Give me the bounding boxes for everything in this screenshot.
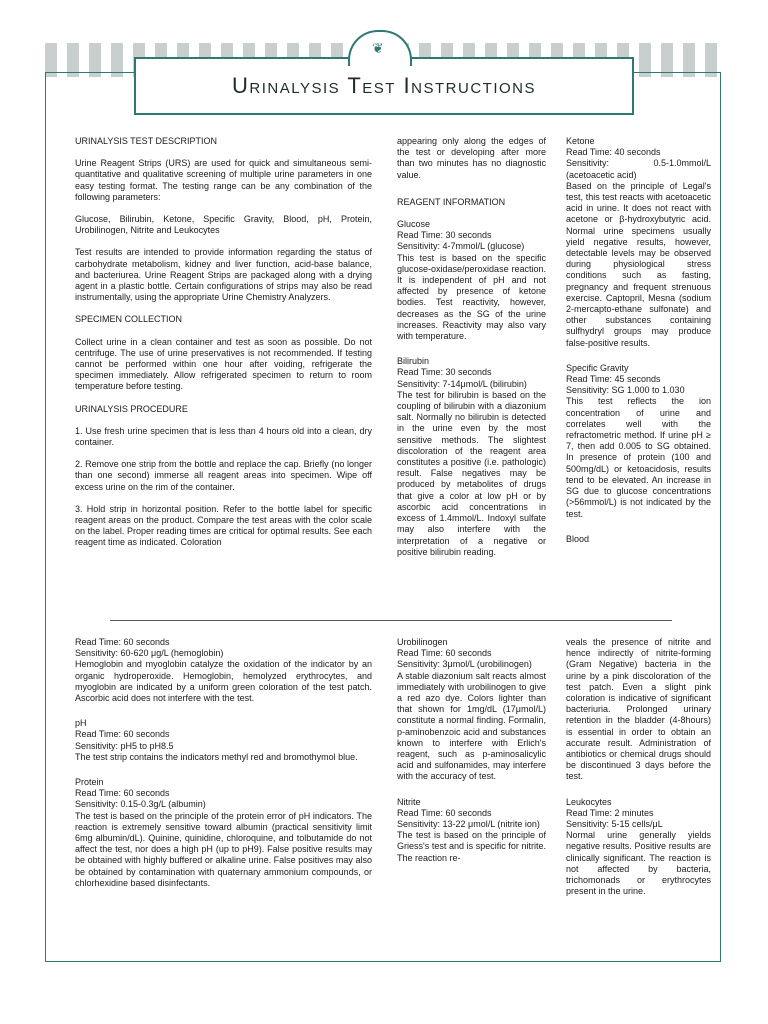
sensitivity: Sensitivity: 0.5-1.0mmol/L (acetoacetic acid) [566,158,711,180]
read-time: Read Time: 60 seconds [75,729,170,740]
paragraph: Normal urine generally yields negative results. Positive results are clinically significant. The reaction is not affected by bacteria, trichomonads or erythrocytes present in the urine. [566,830,711,897]
top-column-3 [566,136,711,545]
paragraph: Hemoglobin and myoglobin catalyze the oxidation of the indicator by an organic hydroperoxide. Hemoglobin, hemolyzed erythrocytes, and myoglobin are indicated by a uniform green coloration of the test patch. Ascorbic acid does not interfere with the test. [75,659,372,704]
reagent-name: Glucose [397,219,431,230]
paragraph: The test is based on the principle of the protein error of pH indicators. The reaction is extremely sensitive toward albumin (practical sensitivity limit 6mg albumin/dL). Quinine, quinidine, chloroquine, and tolbutamide do not affect the test, nor does a high pH (up to pH9). False positive results may be obtained with highly buffered or alkaline urine. False positives may also be obtained by contamination with quaternary ammonium compounds, or chlorhexidine based disinfectants. [75,810,372,888]
paragraph: Based on the principle of Legal's test, this test reacts with acetoacetic acid in urine. It does not react with acetone or β-hydroxybutyric acid. Normal urine specimens usually yield negative results, however, detectable levels may be observed during physiological stress conditions such as fasting, pregnancy and frequent strenuous exercise. Captopril, Mesna (sodium 2-mercapto-ethane sulfonate) and other substances containing sulfhydryl groups may produce false-positive results. [566,180,711,348]
sensitivity: Sensitivity: 5-15 cells/μL [566,819,663,830]
sensitivity: Sensitivity: 13-22 μmol/L (nitrite ion) [397,819,540,830]
paragraph: The test for bilirubin is based on the coupling of bilirubin with a diazonium salt. Normally no bilirubin is detected in the urine even by the most sensitive methods. The slightest discoloration of the reagent area constitutes a positive (i.e. pathologic) result. False negatives may be produced by metabolites of drugs that give a color at low pH or by ascorbic acid concentrations in excess of 1.4mmol/L. Indoxyl sulfate may also interfere with the interpretation of a negative or positive bilirubin reading. [397,389,546,557]
paragraph: appearing only along the edges of the test or developing after more than two minutes has no diagnostic value. [397,136,546,180]
paragraph: Glucose, Bilirubin, Ketone, Specific Gravity, Blood, pH, Protein, Urobilinogen, Nitrite and Leukocytes [75,214,372,236]
read-time: Read Time: 60 seconds [75,637,170,647]
section-heading: SPECIMEN COLLECTION [75,314,183,325]
read-time: Read Time: 45 seconds [566,374,661,385]
reagent-name: Protein [75,777,104,788]
leaf-icon: ❦ [372,40,384,56]
section-heading: REAGENT INFORMATION [397,196,506,207]
reagent-name: Blood [566,533,590,544]
reagent-name: Leukocytes [566,796,612,807]
procedure-step: 3. Hold strip in horizontal position. Refer to the bottle label for specific reagent areas on the product. Compare the test areas with the color scale on the label. Proper reading times are critical for optimal results. See each reagent time as indicated. Coloration [75,503,372,548]
reagent-name: Ketone [566,136,595,146]
reagent-name: Specific Gravity [566,362,629,373]
sensitivity: Sensitivity: 4-7mmol/L (glucose) [397,241,525,252]
procedure-step: 1. Use fresh urine specimen that is less than 4 hours old into a clean, dry container. [75,425,372,448]
section-divider [110,620,672,621]
reagent-name: pH [75,718,87,729]
reagent-name: Urobilinogen [397,637,448,647]
top-column-1 [75,136,372,549]
read-time: Read Time: 60 seconds [397,807,492,818]
read-time: Read Time: 2 minutes [566,807,654,818]
read-time: Read Time: 40 seconds [566,147,661,158]
paragraph: Test results are intended to provide information regarding the status of carbohydrate metabolism, kidney and liver function, acid-base balance, and bacteriurea. Urine Reagent Strips are packaged along with a drying agent in a plastic bottle. Certain configurations of strips may also be read instrumentally, using the appropriate Urine Chemistry Analyzers. [75,247,372,303]
sensitivity: Sensitivity: 0.15-0.3g/L (albumin) [75,799,206,810]
emblem [348,30,412,66]
procedure-step: 2. Remove one strip from the bottle and replace the cap. Briefly (no longer than one second) immerse all reagent areas into specimen. Wipe off excess urine on the rim of the container. [75,459,372,492]
section-heading: URINALYSIS TEST DESCRIPTION [75,136,218,146]
sensitivity: Sensitivity: 60-620 μg/L (hemoglobin) [75,648,224,659]
read-time: Read Time: 30 seconds [397,367,492,378]
bottom-column-3 [566,637,711,897]
section-heading: URINALYSIS PROCEDURE [75,403,188,414]
paragraph: Collect urine in a clean container and test as soon as possible. Do not centrifuge. The use of urine preservatives is not recommended. If testing cannot be performed within one hour after voiding, refrigerate the specimen immediately. Allow refrigerated specimen to return to room temperature before testing. [75,336,372,392]
bottom-column-1 [75,637,372,889]
paragraph: This test is based on the specific glucose-oxidase/peroxidase reaction. It is independent of pH and not affected by presence of ketone bodies. Test reactivity, however, decreases as the SG of the urine increases. Reactivity may also vary with temperature. [397,252,546,342]
bottom-column-2 [397,637,546,864]
reagent-name: Bilirubin [397,356,430,367]
paragraph: Urine Reagent Strips (URS) are used for quick and simultaneous semi-quantitative and qualitative screening of multiple urine parameters in one easy testing format. The testing range can be any combination of the following parameters: [75,158,372,202]
paragraph: A stable diazonium salt reacts almost immediately with urobilinogen to give a red azo dye. Colors lighter than that shown for 1mg/dL (17μmol/L) constitute a normal finding. Formalin, p-aminobenzoic acid and substances known to interfere with Erlich's reagent, such as p-aminosalicylic acid and sulfonamides, may interfere with the accuracy of test. [397,670,546,782]
paragraph: This test reflects the ion concentration of urine and correlates well with the refractometric method. If urine pH ≥ 7, then add 0.005 to SG obtained. In presence of protein (100 and 500mg/dL) or ketoacidosis, results tend to be elevated. An increase in SG due to glucose concentrations (>56mmol/L) is not indicated by the test. [566,396,711,519]
sensitivity: Sensitivity: SG 1.000 to 1.030 [566,385,685,396]
paragraph: veals the presence of nitrite and hence indirectly of nitrite-forming (Gram Negative) bacteria in the urine by a pink discoloration of the test patch. Even a slight pink coloration is indicative of significant bacteriuria. Prolonged urinary retention in the bladder (4-8hours) is essential in order to obtain an accurate result. Administration of antibiotics or chemical drugs should be discontinued 3 days before the test. [566,637,711,782]
sensitivity: Sensitivity: pH5 to pH8.5 [75,740,174,751]
sensitivity: Sensitivity: 7-14μmol/L (bilirubin) [397,378,527,389]
sensitivity: Sensitivity: 3μmol/L (urobilinogen) [397,659,532,670]
read-time: Read Time: 60 seconds [397,648,492,659]
reagent-name: Nitrite [397,796,421,807]
read-time: Read Time: 60 seconds [75,788,170,799]
page-title: Urinalysis Test Instructions [231,73,537,98]
read-time: Read Time: 30 seconds [397,230,492,241]
paragraph: The test is based on the principle of Griess's test and is specific for nitrite. The reaction re- [397,830,546,863]
paragraph: The test strip contains the indicators methyl red and bromothymol blue. [75,751,358,762]
top-column-2 [397,136,546,558]
